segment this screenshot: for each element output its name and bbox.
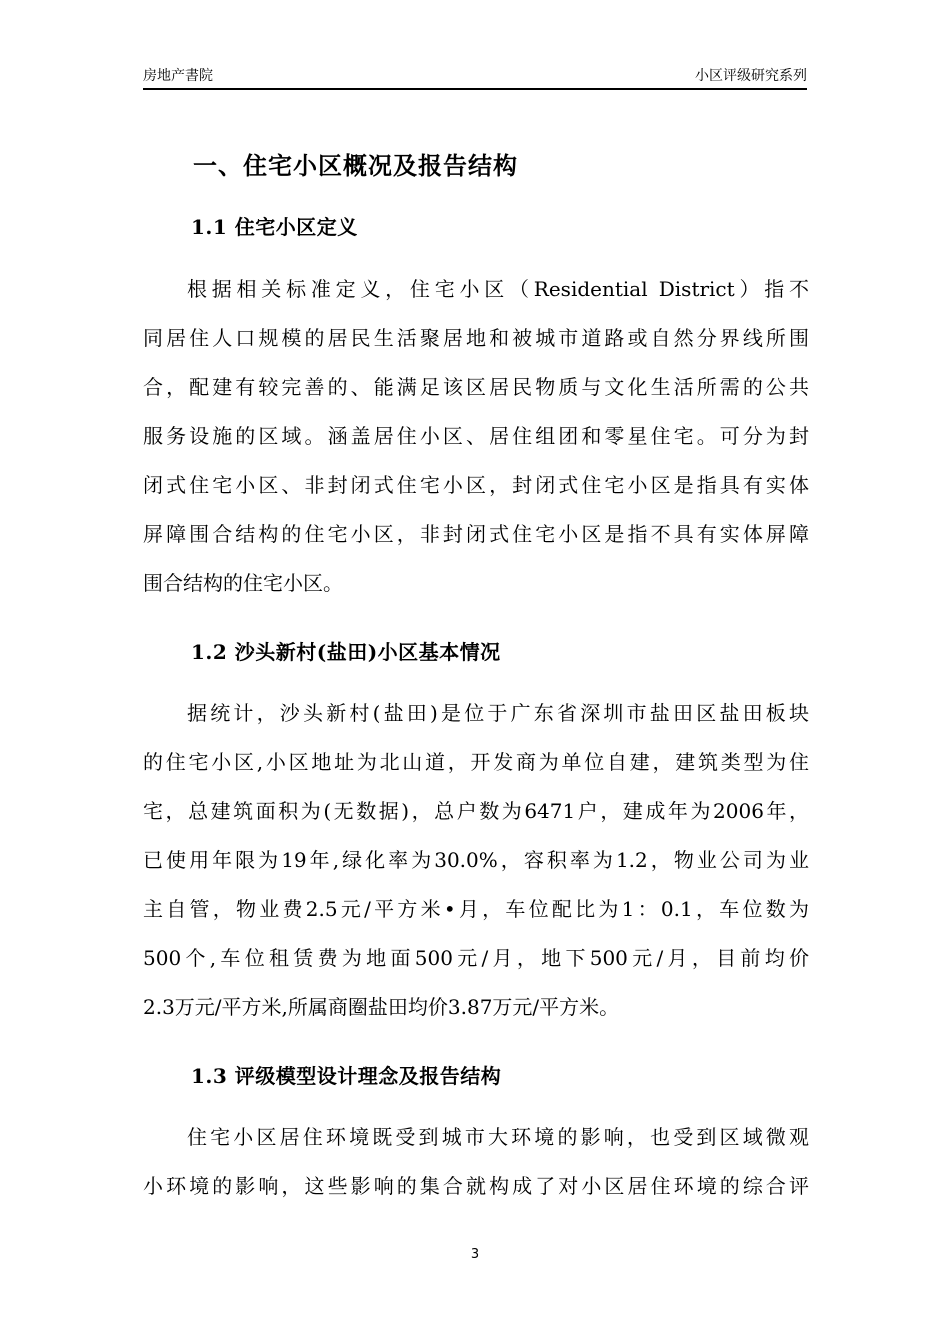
paragraph-line: 闭式住宅小区、非封闭式住宅小区，封闭式住宅小区是指具有实体	[143, 473, 809, 497]
paragraph-line: 合，配建有较完善的、能满足该区居民物质与文化生活所需的公共	[143, 375, 809, 399]
paragraph-rating-model	[143, 1122, 809, 1220]
paragraph-line: 小环境的影响，这些影响的集合就构成了对小区居住环境的综合评	[143, 1174, 809, 1198]
paragraph-line: 已使用年限为19年,绿化率为30.0%，容积率为1.2，物业公司为业	[143, 848, 809, 872]
paragraph-line: 宅，总建筑面积为(无数据)，总户数为6471户，建成年为2006年，	[143, 799, 809, 823]
header-series-title: 小区评级研究系列	[695, 68, 807, 84]
paragraph-line: 服务设施的区域。涵盖居住小区、居住组团和零星住宅。可分为封	[143, 424, 809, 448]
paragraph-line: 500个,车位租赁费为地面500元/月，地下500元/月，目前均价	[143, 946, 809, 970]
paragraph-line: 同居住人口规模的居民生活聚居地和被城市道路或自然分界线所围	[143, 326, 809, 350]
section-heading-1-1: 1.1 住宅小区定义	[191, 215, 358, 239]
paragraph-basic-info	[143, 698, 809, 1041]
section-heading-1-2: 1.2 沙头新村(盐田)小区基本情况	[191, 640, 501, 664]
paragraph-line: 主自管，物业费2.5元/平方米•月，车位配比为1：0.1，车位数为	[143, 897, 809, 921]
paragraph-line: 的住宅小区,小区地址为北山道，开发商为单位自建，建筑类型为住	[143, 750, 809, 774]
paragraph-line: 围合结构的住宅小区。	[143, 571, 343, 595]
paragraph-line: 屏障围合结构的住宅小区，非封闭式住宅小区是指不具有实体屏障	[143, 522, 809, 546]
header-publisher: 房地产書院	[143, 68, 213, 84]
chapter-title: 一、住宅小区概况及报告结构	[193, 151, 518, 180]
paragraph-line: 住宅小区居住环境既受到城市大环境的影响，也受到区域微观	[187, 1125, 809, 1149]
page-header	[143, 66, 807, 90]
paragraph-line: 2.3万元/平方米,所属商圈盐田均价3.87万元/平方米。	[143, 995, 620, 1019]
paragraph-definition	[143, 274, 809, 617]
paragraph-line: 根据相关标准定义，住宅小区（Residential District）指不	[187, 277, 809, 301]
paragraph-line: 据统计，沙头新村(盐田)是位于广东省深圳市盐田区盐田板块	[187, 701, 809, 725]
page-number: 3	[470, 1247, 480, 1262]
section-heading-1-3: 1.3 评级模型设计理念及报告结构	[191, 1064, 502, 1088]
